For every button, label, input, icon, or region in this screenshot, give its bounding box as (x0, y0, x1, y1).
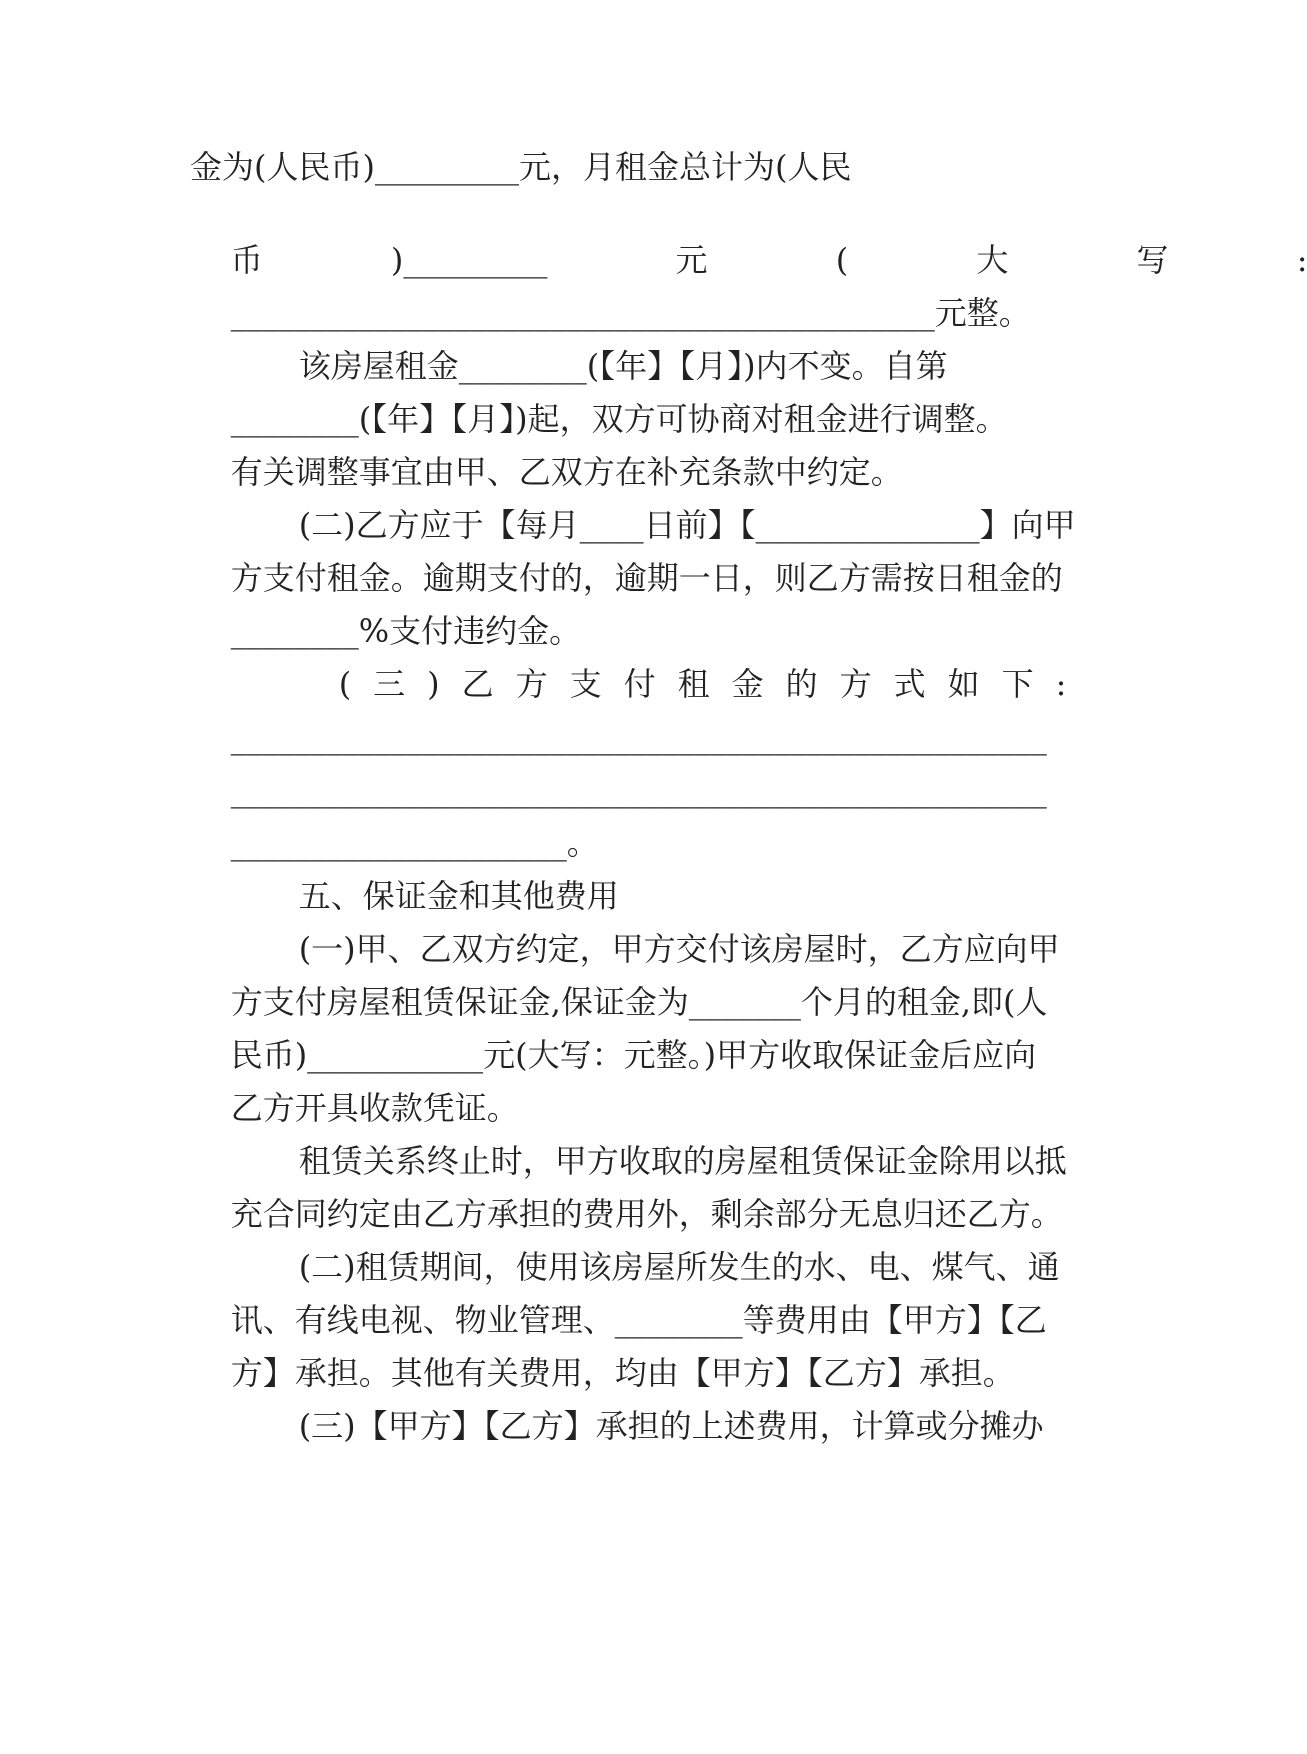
text-line-content: 民币)___________元(大写：元整。)甲方收取保证金后应向 (230, 1036, 1037, 1074)
text-line-content: (二)租赁期间，使用该房屋所发生的水、电、煤气、通 (298, 1248, 1060, 1286)
text-line (190, 677, 1050, 756)
text-line (190, 571, 1050, 650)
text-line-content: 租赁关系终止时，甲方收取的房屋租赁保证金除用以抵 (298, 1142, 1067, 1180)
text-line-content: (三)【甲方】【乙方】承担的上述费用，计算或分摊办 (298, 1407, 1044, 1445)
text-line (190, 359, 1050, 438)
text-line-content: 币 )_________ 元 ( 大 写 : (230, 241, 1307, 279)
text-line (190, 1154, 1063, 1233)
text-line (258, 889, 1060, 968)
text-line (258, 1207, 1060, 1286)
text-line (190, 412, 1050, 491)
text-line-content: _____________________。 (230, 824, 599, 862)
text-line-content: ________(【年】【月】)起，双方可协商对租金进行调整。 (230, 400, 1008, 438)
text-line (190, 1313, 1050, 1392)
text-line-content: ___________________________________________________ (230, 718, 1047, 756)
text-line (190, 200, 1307, 279)
text-line-content: (一)甲、乙双方约定，甲方交付该房屋时，乙方应向甲 (298, 930, 1060, 968)
text-line-content: 方支付租金。逾期支付的，逾期一日，则乙方需按日租金的 (230, 559, 1063, 597)
text-line-content: ____________________________________________元整。 (230, 294, 1031, 332)
text-line-content: 充合同约定由乙方承担的费用外，剩余部分无息归还乙方。 (230, 1195, 1063, 1233)
text-line (190, 995, 1050, 1074)
text-line (298, 624, 1089, 703)
text-line (190, 942, 1050, 1021)
text-line-content: (三)乙方支付租金的方式如下: (338, 665, 1089, 703)
section-heading-text: 五、保证金和其他费用 (298, 877, 619, 915)
text-line (258, 306, 1050, 385)
text-line-content: (二)乙方应于【每月____日前】【______________】向甲 (298, 506, 1076, 544)
text-line-content: 乙方开具收款凭证。 (230, 1089, 519, 1127)
text-line-content: 方支付房屋租赁保证金,保证金为_______个月的租金,即(人 (230, 983, 1048, 1021)
text-line (190, 1260, 1050, 1339)
text-line-content: 金为(人民币)_________元，月租金总计为(人民 (190, 148, 852, 186)
text-line (190, 518, 1063, 597)
text-line-content: 有关调整事宜由甲、乙双方在补充条款中约定。 (230, 453, 903, 491)
text-line-content: 讯、有线电视、物业管理、________等费用由【甲方】【乙 (230, 1301, 1047, 1339)
text-line-content: ___________________________________________________ (230, 771, 1047, 809)
text-line (190, 1048, 1050, 1127)
text-line (258, 465, 1076, 544)
text-line (190, 730, 1050, 809)
text-line (190, 783, 1050, 862)
section-heading (258, 836, 1050, 915)
text-line (190, 253, 1050, 332)
text-line (190, 147, 1050, 187)
text-line-content: 该房屋租金________(【年】【月】)内不变。自第 (298, 347, 948, 385)
text-line-content: 方】承担。其他有关费用，均由【甲方】【乙方】承担。 (230, 1354, 1015, 1392)
text-line (258, 1366, 1050, 1445)
text-line-content: ________%支付违约金。 (230, 612, 582, 650)
text-line (258, 1101, 1067, 1180)
